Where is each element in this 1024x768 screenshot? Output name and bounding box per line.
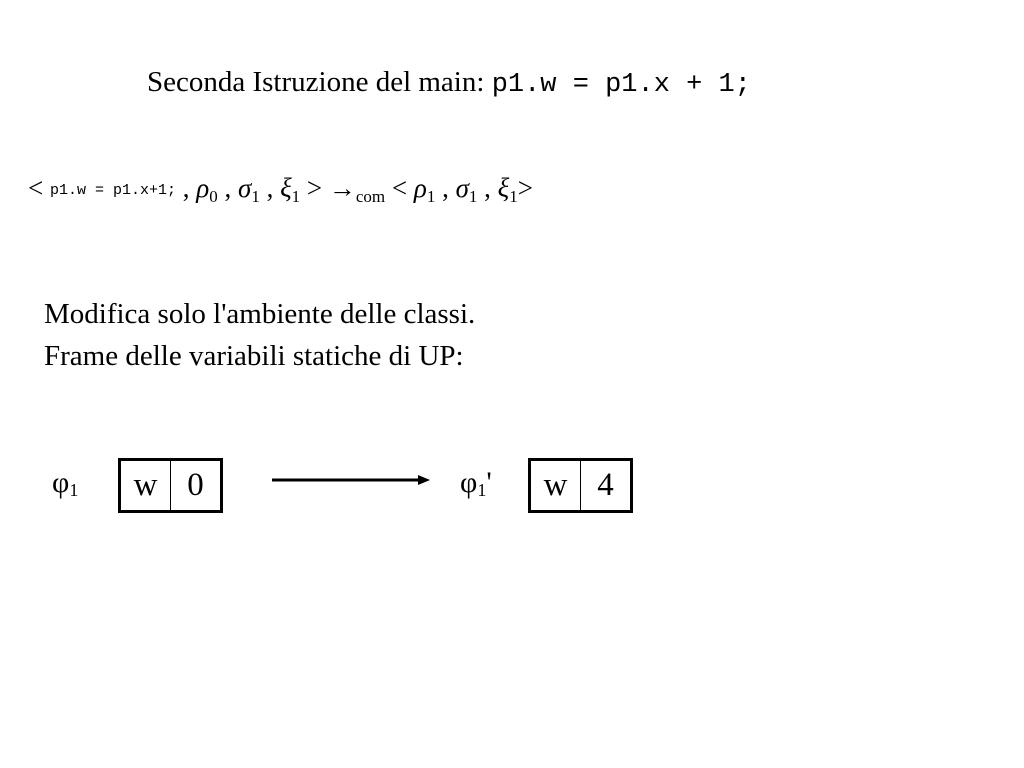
- sigma-subscript-2: 1: [468, 187, 478, 206]
- phi-subscript: 1: [477, 480, 487, 500]
- phi-prime: ': [486, 466, 492, 499]
- arrow-symbol: →: [328, 173, 356, 203]
- sigma-symbol-2: σ: [455, 173, 469, 203]
- phi-symbol: φ: [460, 466, 478, 499]
- rho-subscript: 0: [209, 187, 218, 206]
- sigma-subscript: 1: [251, 187, 260, 206]
- separator: ,: [477, 173, 498, 203]
- separator: ,: [259, 173, 281, 203]
- rho-subscript-2: 1: [426, 187, 436, 206]
- close-bracket: >: [306, 173, 323, 203]
- open-bracket: <: [28, 173, 44, 203]
- arrow-subscript: com: [355, 187, 386, 206]
- frame-variable-value: 0: [187, 467, 204, 503]
- xi-subscript-2: 1: [509, 187, 518, 206]
- frame-variable-value: 4: [597, 467, 614, 503]
- frame-label-right: [460, 466, 492, 500]
- title-code: p1.w = p1.x + 1;: [491, 70, 751, 100]
- close-bracket-2: >: [517, 173, 533, 203]
- separator: ,: [435, 173, 456, 203]
- description: [44, 293, 475, 377]
- rho-symbol-2: ρ: [413, 173, 427, 203]
- frame-box-right: [528, 458, 633, 513]
- open-bracket-2: <: [391, 173, 408, 203]
- xi-subscript: 1: [291, 187, 301, 206]
- phi-subscript: 1: [69, 480, 79, 500]
- frame-variable-name: w: [121, 461, 171, 510]
- rho-symbol: ρ: [196, 173, 210, 203]
- right-arrow-icon: [270, 470, 432, 490]
- xi-symbol: ξ: [280, 173, 292, 203]
- frame-box-left: [118, 458, 223, 513]
- statement-code: p1.w = p1.x+1;: [49, 182, 177, 199]
- separator: ,: [217, 173, 238, 203]
- slide-title: [147, 66, 751, 100]
- separator: ,: [176, 173, 197, 203]
- title-text: Seconda Istruzione del main:: [147, 66, 492, 98]
- frame-variable-name: w: [531, 461, 581, 510]
- transition-rule: [28, 173, 533, 204]
- phi-symbol: φ: [52, 466, 70, 499]
- description-line-2: Frame delle variabili statiche di UP:: [44, 340, 464, 372]
- sigma-symbol: σ: [237, 173, 252, 203]
- description-line-1: Modifica solo l'ambiente delle classi.: [44, 298, 476, 330]
- xi-symbol-2: ξ: [497, 173, 510, 203]
- frame-label-left: [52, 466, 78, 500]
